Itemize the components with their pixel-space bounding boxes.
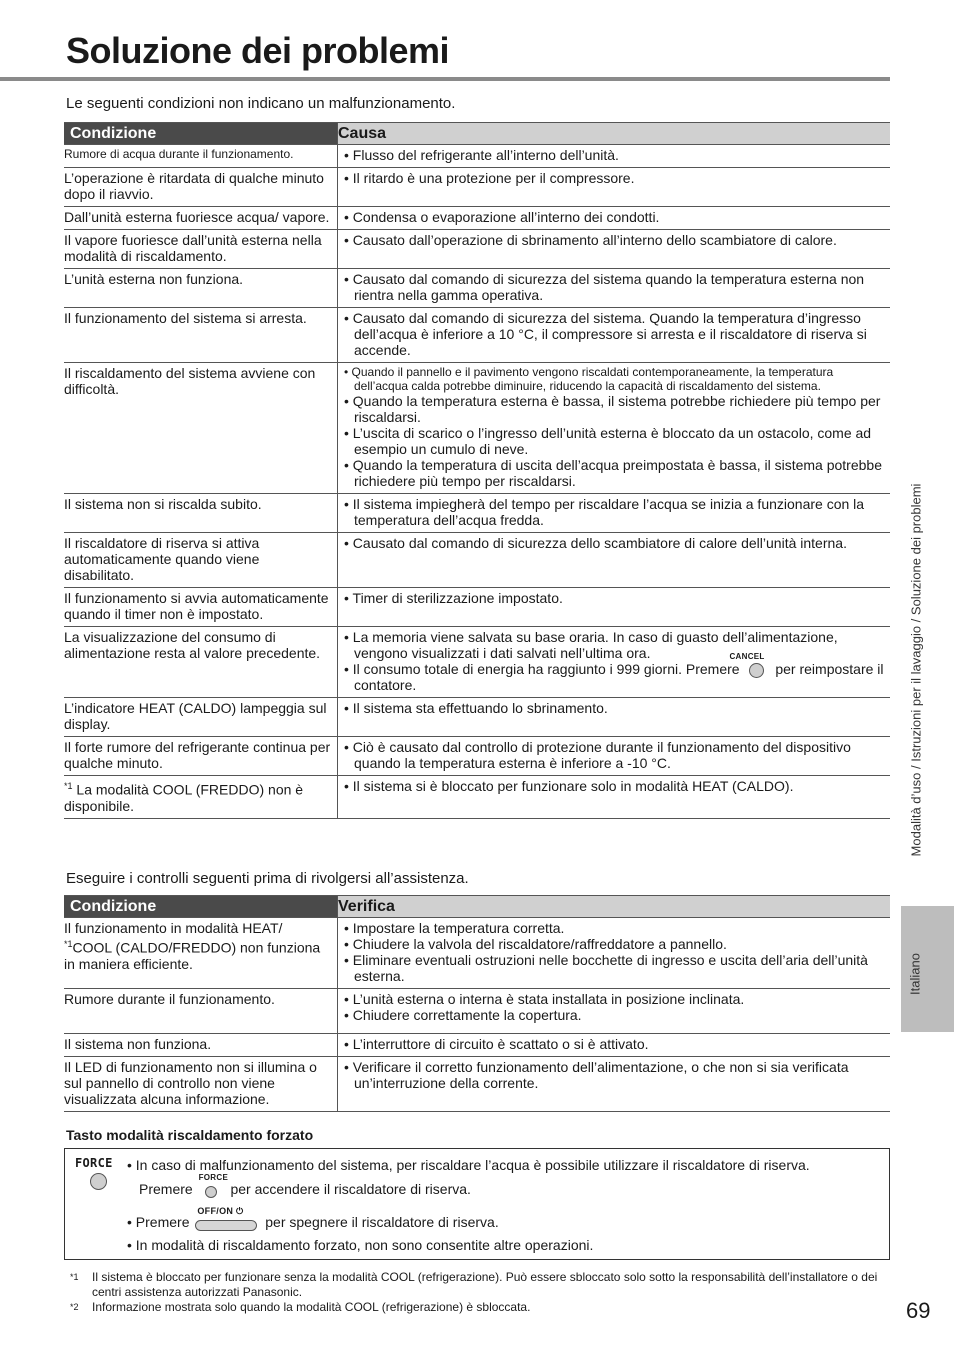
table2-col-check: Verifica — [338, 896, 891, 918]
condition-cell: Dall’unità esterna fuoriesce acqua/ vapore. — [64, 207, 338, 230]
force-button-icon — [90, 1173, 107, 1190]
cause-item: • Quando la temperatura di uscita dell’acqua preimpostata è bassa, il sistema potrebbe richiedere più tempo per riscaldarsi. — [344, 457, 882, 489]
condition-cell: Il funzionamento del sistema si arresta. — [64, 308, 338, 363]
check-item: • Verificare il corretto funzionamento dell’alimentazione, o che non si sia verificata un’interruzione della corrente. — [344, 1059, 849, 1091]
check-item: • Impostare la temperatura corretta. — [344, 920, 565, 936]
table-row — [64, 207, 890, 230]
page-title: Soluzione dei problemi — [66, 30, 450, 71]
force-inline-icon — [205, 1186, 217, 1198]
force-inline-label: FORCE — [198, 1173, 229, 1183]
force-mode-box — [64, 1148, 890, 1260]
causes-table — [64, 122, 890, 819]
check-item: • Chiudere correttamente la copertura. — [344, 1007, 582, 1023]
footnote-mark: *1 — [64, 781, 73, 792]
cause-item: • Ciò è causato dal controllo di protezione durante il funzionamento del dispositivo quando la temperatura esterna è inferiore a -10 °C. — [344, 739, 851, 772]
condition-cell: La visualizzazione del consumo di alimentazione resta al valore precedente. — [64, 627, 338, 698]
side-section-label: Modalità d’uso / Istruzioni per il lavaggio / Soluzione dei problemi — [908, 483, 924, 857]
force-button-graphic — [75, 1156, 113, 1193]
cause-item: • La memoria viene salvata su base oraria. In caso di guasto dell’alimentazione, vengono visualizzati i dati salvati nell’ultima ora. — [344, 629, 838, 661]
table1-col-cause: Causa — [338, 123, 891, 145]
check-item: • L’unità esterna o interna è stata installata in posizione inclinata. — [344, 991, 745, 1007]
page-number: 69 — [906, 1298, 931, 1323]
cause-item: • Il sistema si è bloccato per funzionare solo in modalità HEAT (CALDO). — [344, 778, 794, 795]
footnote: *1 Il sistema è bloccato per funzionare senza la modalità COOL (refrigerazione). Può essere sbloccato solo sotto la responsabilità dell’installatore o dei centri assistenza autorizzati Panasonic. — [70, 1270, 878, 1299]
table-row — [64, 494, 890, 533]
offon-button — [193, 1206, 261, 1231]
footnote-mark: *1 — [64, 939, 73, 949]
title-divider — [0, 77, 890, 81]
table-row — [64, 230, 890, 269]
cause-item: • Quando il pannello e il pavimento vengono riscaldati contemporaneamente, la temperatura dell’acqua calda potrebbe diminuire, riducendo la capacità di riscaldamento del sistema. — [344, 365, 834, 393]
condition-cell: Il funzionamento si avvia automaticamente quando il timer non è impostato. — [64, 588, 338, 627]
condition-cell: Il sistema non funziona. — [64, 1034, 338, 1057]
table-row — [64, 269, 890, 308]
table-row — [64, 737, 890, 776]
table1-col-condition: Condizione — [64, 123, 338, 145]
table-row — [64, 588, 890, 627]
table-row — [64, 145, 890, 168]
table-row — [64, 533, 890, 588]
condition-cell: Rumore durante il funzionamento. — [64, 989, 338, 1034]
condition-cell: Il sistema non si riscalda subito. — [64, 494, 338, 533]
table2-header-row — [64, 896, 890, 918]
condition-cell: Rumore di acqua durante il funzionamento. — [64, 145, 338, 168]
cause-item: • Causato dal comando di sicurezza del sistema. Quando la temperatura d’ingresso dell’acqua è inferiore a 10 °C, il compressore si arresta e il riscaldatore di riserva si accende. — [344, 310, 867, 358]
checks-table — [64, 895, 890, 1112]
check-item: • Eliminare eventuali ostruzioni nelle bocchette di ingresso e uscita dell’aria dell’unità esterna. — [344, 952, 868, 984]
table-row — [64, 989, 890, 1034]
condition-cell: L’unità esterna non funziona. — [64, 269, 338, 308]
force-line-3: • Premere OFF/ON ⏻ per spegnere il riscaldatore di riserva. — [127, 1206, 499, 1230]
cause-item-cancel: • Il consumo totale di energia ha raggiunto i 999 giorni. Premere CANCEL per reimpostare il contatore. — [344, 661, 886, 693]
check-item: • L’interruttore di circuito è scattato o si è attivato. — [344, 1036, 649, 1052]
check-item: • Chiudere la valvola del riscaldatore/raffreddatore a pannello. — [344, 936, 727, 952]
condition-cell: L’operazione è ritardata di qualche minuto dopo il riavvio. — [64, 168, 338, 207]
condition-cell: L’indicatore HEAT (CALDO) lampeggia sul display. — [64, 698, 338, 737]
condition-cell: Il LED di funzionamento non si illumina o sul pannello di controllo non viene visualizzata alcuna informazione. — [64, 1057, 338, 1112]
cause-item: • Causato dal comando di sicurezza del sistema quando la temperatura esterna non rientra nella gamma operativa. — [344, 271, 865, 303]
condition-cell: Il forte rumore del refrigerante continua per qualche minuto. — [64, 737, 338, 776]
cause-item: • Il sistema sta effettuando lo sbrinamento. — [344, 700, 608, 717]
footnote-mark: *1 — [70, 1272, 79, 1282]
cancel-button — [729, 652, 771, 677]
cause-item: • Condensa o evaporazione all’interno dei condotti. — [344, 209, 660, 225]
force-line-2: Premere FORCE per accendere il riscaldatore di riserva. — [139, 1173, 471, 1197]
cause-item: • Il ritardo è una protezione per il compressore. — [344, 170, 635, 186]
cause-item: • Timer di sterilizzazione impostato. — [344, 590, 563, 606]
footnote-mark: *2 — [70, 1302, 79, 1312]
power-icon: ⏻ — [235, 1206, 244, 1217]
cause-item: • Causato dal comando di sicurezza dello scambiatore di calore dell’unità interna. — [344, 535, 847, 551]
condition-cell: Il riscaldamento del sistema avviene con difficoltà. — [64, 363, 338, 494]
table2-col-condition: Condizione — [64, 896, 338, 918]
table1-intro: Le seguenti condizioni non indicano un malfunzionamento. — [66, 95, 456, 112]
force-line-4: • In modalità di riscaldamento forzato, non sono consentite altre operazioni. — [127, 1237, 594, 1253]
condition-cell: Il riscaldatore di riserva si attiva automaticamente quando viene disabilitato. — [64, 533, 338, 588]
table-row — [64, 168, 890, 207]
table-row — [64, 776, 890, 819]
table-row — [64, 627, 890, 698]
cause-item: • Causato dall’operazione di sbrinamento all’interno dello scambiatore di calore. — [344, 232, 837, 248]
force-inline-button — [197, 1173, 229, 1198]
table-row — [64, 363, 890, 494]
condition-cell: Il vapore fuoriesce dall’unità esterna nella modalità di riscaldamento. — [64, 230, 338, 269]
table2-intro: Eseguire i controlli seguenti prima di rivolgersi all’assistenza. — [66, 870, 469, 887]
cancel-button-icon — [749, 663, 764, 678]
force-line-1: • In caso di malfunzionamento del sistema, per riscaldare l’acqua è possibile utilizzare il riscaldatore di riserva. — [127, 1157, 810, 1173]
table-row — [64, 698, 890, 737]
cancel-button-label: CANCEL — [729, 652, 765, 662]
cause-item: • Il sistema impiegherà del tempo per riscaldare l’acqua se inizia a funzionare con la temperatura dell’acqua fredda. — [344, 496, 865, 528]
offon-button-label: OFF/ON ⏻ — [197, 1206, 244, 1217]
table-row — [64, 1034, 890, 1057]
condition-cell: $^{*1}$ La modalità COOL (FREDDO) non è disponibile. — [64, 776, 338, 819]
footnote: *2 Informazione mostrata solo quando la modalità COOL (refrigerazione) è sbloccata. — [70, 1300, 531, 1314]
force-section-title: Tasto modalità riscaldamento forzato — [66, 1127, 314, 1143]
cause-item: • L’uscita di scarico o l’ingresso dell’unità esterna è bloccato da un ostacolo, come ad esempio un cumulo di neve. — [344, 425, 872, 457]
table1-header-row — [64, 123, 890, 145]
language-tab: Italiano — [901, 906, 954, 1032]
condition-cell: Il funzionamento in modalità HEAT/ $^{*1}$COOL (CALDO/FREDDO) non funziona in maniera efficiente. — [64, 918, 338, 989]
table-row — [64, 918, 890, 989]
cause-item: • Flusso del refrigerante all’interno dell’unità. — [344, 147, 619, 163]
cause-item: • Quando la temperatura esterna è bassa, il sistema potrebbe richiedere più tempo per riscaldarsi. — [344, 393, 881, 425]
footnotes — [70, 1270, 892, 1315]
force-button-label: FORCE — [75, 1156, 113, 1170]
offon-button-icon — [195, 1220, 257, 1231]
table-row — [64, 308, 890, 363]
table-row — [64, 1057, 890, 1112]
